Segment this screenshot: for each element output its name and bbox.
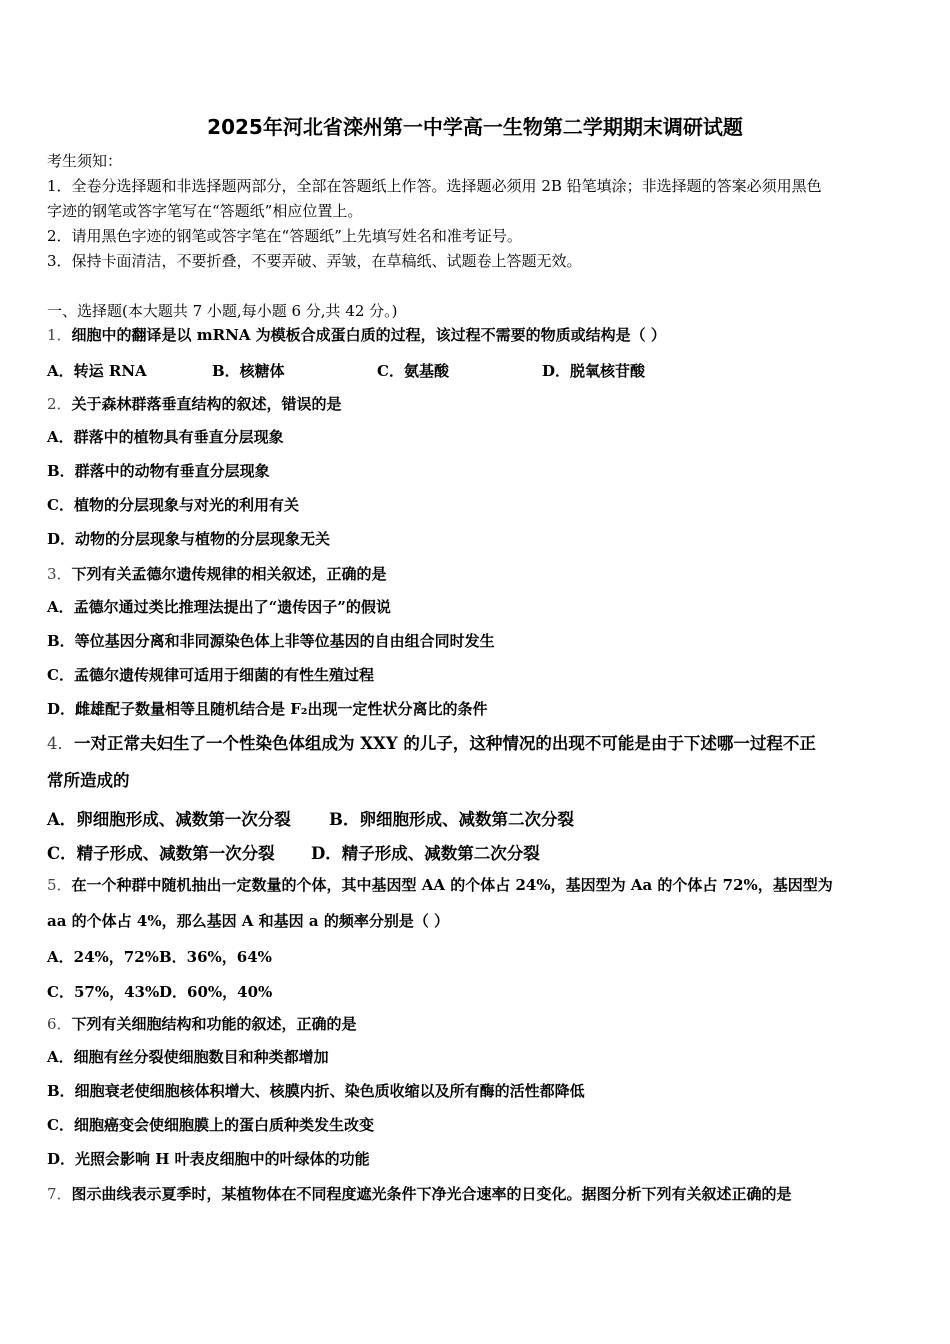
question-number: 5． (47, 876, 72, 894)
question-5-stem (47, 875, 833, 895)
option-a[interactable]: A．24%，72% (47, 948, 159, 966)
question-number: 3． (47, 565, 72, 583)
question-7-stem (47, 1184, 792, 1204)
question-5-stem-cont: aa 的个体占 4%，那么基因 A 和基因 a 的频率分别是（ ） (47, 912, 450, 930)
option-b[interactable]: B．细胞衰老使细胞核体积增大、核膜内折、染色质收缩以及所有酶的活性都降低 (47, 1082, 585, 1100)
question-4-stem (47, 734, 816, 754)
option-d[interactable]: D．60%，40% (159, 983, 273, 1001)
option-c[interactable]: C．57%，43% (47, 983, 160, 1001)
notice-item-1: 1．全卷分选择题和非选择题两部分，全部在答题纸上作答。选择题必须用 2B 铅笔填涂；非选择题的答案必须用黑色 (47, 177, 822, 195)
section-heading: 一、选择题(本大题共 7 小题,每小题 6 分,共 42 分。) (47, 302, 398, 320)
question-text: 一对正常夫妇生了一个性染色体组成为 XXY 的儿子，这种情况的出现不可能是由于下述哪一过程不正 (74, 734, 816, 753)
option-b[interactable]: B．等位基因分离和非同源染色体上非等位基因的自由组合同时发生 (47, 632, 495, 650)
option-d[interactable]: D．雌雄配子数量相等且随机结合是 F₂出现一定性状分离比的条件 (47, 700, 488, 718)
option-d[interactable]: D．脱氧核苷酸 (542, 362, 646, 380)
question-1-stem (47, 325, 666, 345)
question-2-stem (47, 394, 342, 414)
question-number: 6． (47, 1015, 72, 1033)
page-title: 2025年河北省滦州第一中学高一生物第二学期期末调研试题 (207, 115, 743, 139)
option-c[interactable]: C．精子形成、减数第一次分裂 (47, 844, 275, 863)
question-text: 下列有关孟德尔遗传规律的相关叙述，正确的是 (71, 565, 387, 583)
option-b[interactable]: B．群落中的动物有垂直分层现象 (47, 462, 270, 480)
question-number: 7． (47, 1185, 72, 1203)
option-c[interactable]: C．植物的分层现象与对光的利用有关 (47, 496, 299, 514)
option-b[interactable]: B．36%，64% (159, 948, 272, 966)
option-a[interactable]: A．卵细胞形成、减数第一次分裂 (47, 810, 291, 829)
question-6-stem (47, 1014, 357, 1034)
question-number: 2． (47, 395, 72, 413)
question-text: 关于森林群落垂直结构的叙述，错误的是 (71, 395, 342, 413)
option-d[interactable]: D．精子形成、减数第二次分裂 (311, 844, 540, 863)
question-number: 1． (47, 326, 72, 344)
option-c[interactable]: C．氨基酸 (377, 362, 449, 380)
option-a[interactable]: A．孟德尔通过类比推理法提出了“遗传因子”的假说 (47, 598, 391, 616)
option-d[interactable]: D．动物的分层现象与植物的分层现象无关 (47, 530, 331, 548)
option-c[interactable]: C．孟德尔遗传规律可适用于细菌的有性生殖过程 (47, 666, 374, 684)
option-b[interactable]: B．核糖体 (212, 362, 285, 380)
option-c[interactable]: C．细胞癌变会使细胞膜上的蛋白质种类发生改变 (47, 1116, 374, 1134)
option-a[interactable]: A．群落中的植物具有垂直分层现象 (47, 428, 284, 446)
question-4-stem-cont: 常所造成的 (47, 771, 130, 790)
notice-item-1-cont: 字迹的钢笔或答字笔写在“答题纸”相应位置上。 (47, 202, 363, 220)
question-text: 细胞中的翻译是以 mRNA 为模板合成蛋白质的过程，该过程不需要的物质或结构是（ ） (71, 326, 666, 344)
question-text: 在一个种群中随机抽出一定数量的个体，其中基因型 AA 的个体占 24%，基因型为 Aa 的个体占 72%，基因型为 (71, 876, 833, 894)
option-a[interactable]: A．转运 RNA (47, 362, 147, 380)
option-d[interactable]: D．光照会影响 H 叶表皮细胞中的叶绿体的功能 (47, 1150, 370, 1168)
question-number: 4． (47, 734, 74, 753)
question-3-stem (47, 564, 387, 584)
notice-heading: 考生须知： (47, 152, 123, 170)
option-a[interactable]: A．细胞有丝分裂使细胞数目和种类都增加 (47, 1048, 329, 1066)
option-b[interactable]: B．卵细胞形成、减数第二次分裂 (329, 810, 574, 829)
notice-item-2: 2．请用黑色字迹的钢笔或答字笔在“答题纸”上先填写姓名和准考证号。 (47, 227, 522, 245)
question-text: 下列有关细胞结构和功能的叙述，正确的是 (71, 1015, 357, 1033)
question-text: 图示曲线表示夏季时，某植物体在不同程度遮光条件下净光合速率的日变化。据图分析下列有关叙述正确的是 (71, 1185, 792, 1203)
notice-item-3: 3．保持卡面清洁，不要折叠，不要弄破、弄皱，在草稿纸、试题卷上答题无效。 (47, 252, 582, 270)
